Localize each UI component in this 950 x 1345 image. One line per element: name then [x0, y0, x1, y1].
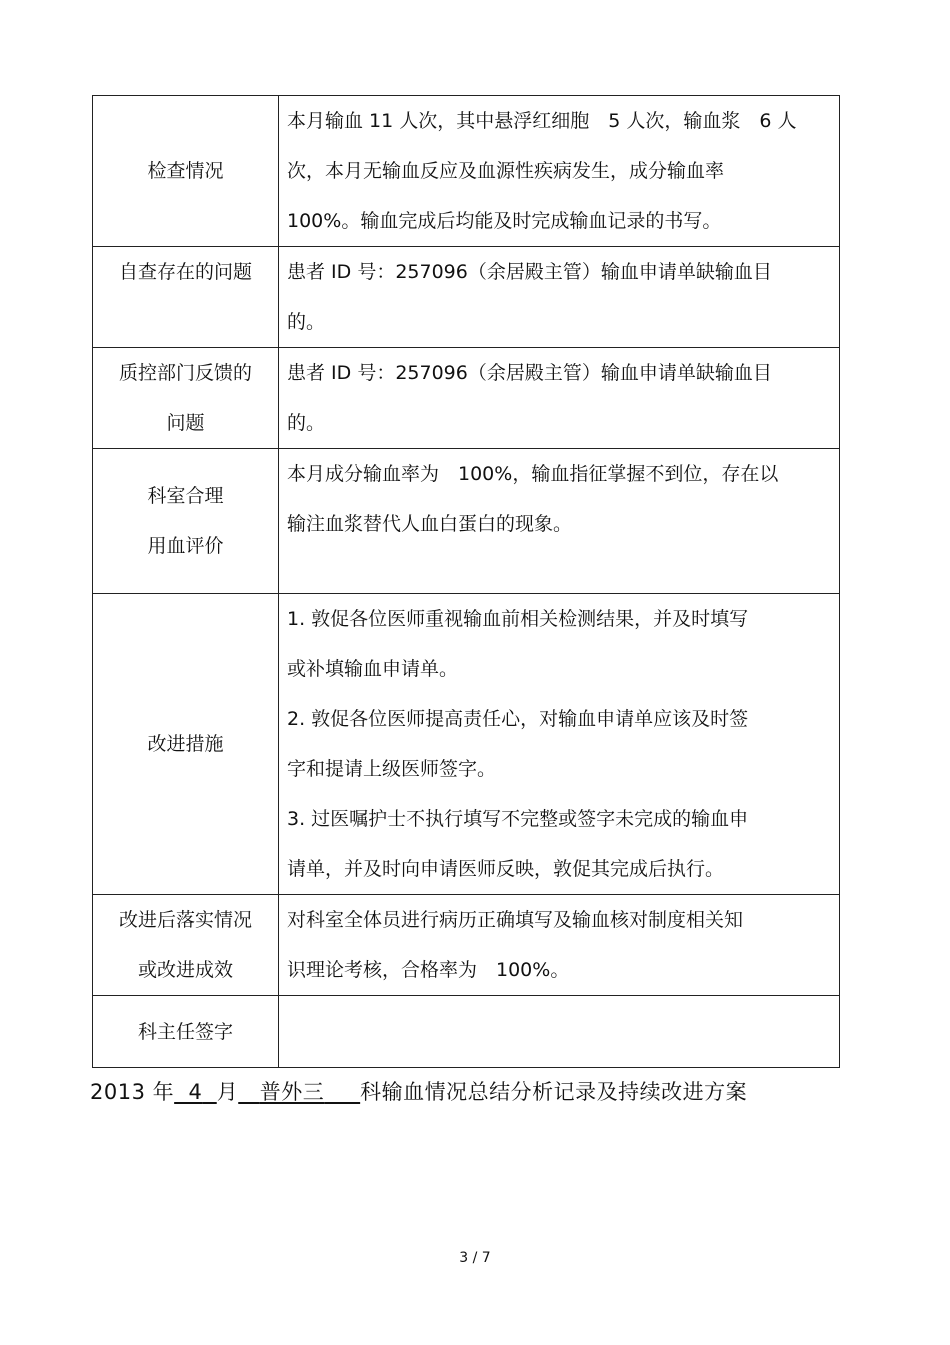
content-self-check	[279, 247, 840, 348]
content-inspection	[279, 96, 840, 247]
content-line: 次，本月无输血反应及血源性疾病发生，成分输血率	[287, 160, 725, 182]
transfusion-record-table	[92, 95, 840, 1068]
label-director-signature	[93, 996, 279, 1068]
content-line: 对科室全体员进行病历正确填写及输血核对制度相关知	[287, 909, 744, 931]
label-line: 用血评价	[147, 535, 224, 557]
label-inspection	[93, 96, 279, 247]
label-improvement-measures	[93, 594, 279, 895]
content-implementation-result	[279, 895, 840, 996]
content-line: 患者 ID 号：257096（余居殿主管）输血申请单缺输血目	[287, 362, 772, 384]
row-inspection	[93, 96, 840, 247]
content-blood-use-evaluation	[279, 449, 840, 594]
content-line: 的。	[287, 412, 326, 434]
label-line: 自查存在的问题	[118, 261, 252, 283]
label-blood-use-evaluation	[93, 449, 279, 594]
content-line: 2. 敦促各位医师提高责任心，对输血申请单应该及时签	[287, 708, 749, 730]
label-line: 科室合理	[147, 485, 224, 507]
label-line: 问题	[166, 412, 205, 434]
page-number: 3 / 7	[459, 1250, 491, 1266]
label-qc-feedback	[93, 348, 279, 449]
label-line: 检查情况	[147, 160, 224, 182]
content-improvement-measures	[279, 594, 840, 895]
content-line: 的。	[287, 311, 326, 333]
content-line: 3. 过医嘱护士不执行填写不完整或签字未完成的输血申	[287, 808, 749, 830]
row-self-check	[93, 247, 840, 348]
label-self-check	[93, 247, 279, 348]
title-department: 普外三	[259, 1080, 325, 1104]
label-line: 或改进成效	[137, 959, 233, 981]
signature-field	[279, 996, 840, 1068]
content-qc-feedback	[279, 348, 840, 449]
label-line: 质控部门反馈的	[118, 362, 252, 384]
content-line: 本月成分输血率为 100%，输血指征掌握不到位，存在以	[287, 463, 779, 485]
content-line: 或补填输血申请单。	[287, 658, 459, 680]
label-line: 科主任签字	[137, 1020, 233, 1043]
title-year-unit: 年	[152, 1080, 175, 1104]
content-line: 1. 敦促各位医师重视输血前相关检测结果，并及时填写	[287, 608, 749, 630]
content-line: 输注血浆替代人血白蛋白的现象。	[287, 513, 573, 535]
title-month: 4	[188, 1080, 203, 1104]
content-line: 字和提请上级医师签字。	[287, 758, 497, 780]
title-month-unit: 月	[216, 1080, 239, 1104]
content-line: 请单，并及时向申请医师反映，敦促其完成后执行。	[287, 858, 725, 880]
row-improvement-measures	[93, 594, 840, 895]
row-director-signature	[93, 996, 840, 1068]
row-qc-feedback	[93, 348, 840, 449]
content-line: 患者 ID 号：257096（余居殿主管）输血申请单缺输血目	[287, 261, 772, 283]
title-year: 2013	[90, 1080, 146, 1104]
content-line: 识理论考核，合格率为 100%。	[287, 959, 570, 981]
title-suffix: 科输血情况总结分析记录及持续改进方案	[360, 1080, 748, 1104]
label-line: 改进措施	[147, 733, 224, 755]
row-blood-use-evaluation	[93, 449, 840, 594]
content-line: 100%。输血完成后均能及时完成输血记录的书写。	[287, 210, 722, 232]
row-implementation-result	[93, 895, 840, 996]
label-line: 改进后落实情况	[118, 909, 252, 931]
label-implementation-result	[93, 895, 279, 996]
section-title	[90, 1076, 747, 1106]
content-line: 本月输血 11 人次，其中悬浮红细胞 5 人次，输血浆 6 人	[287, 110, 797, 132]
